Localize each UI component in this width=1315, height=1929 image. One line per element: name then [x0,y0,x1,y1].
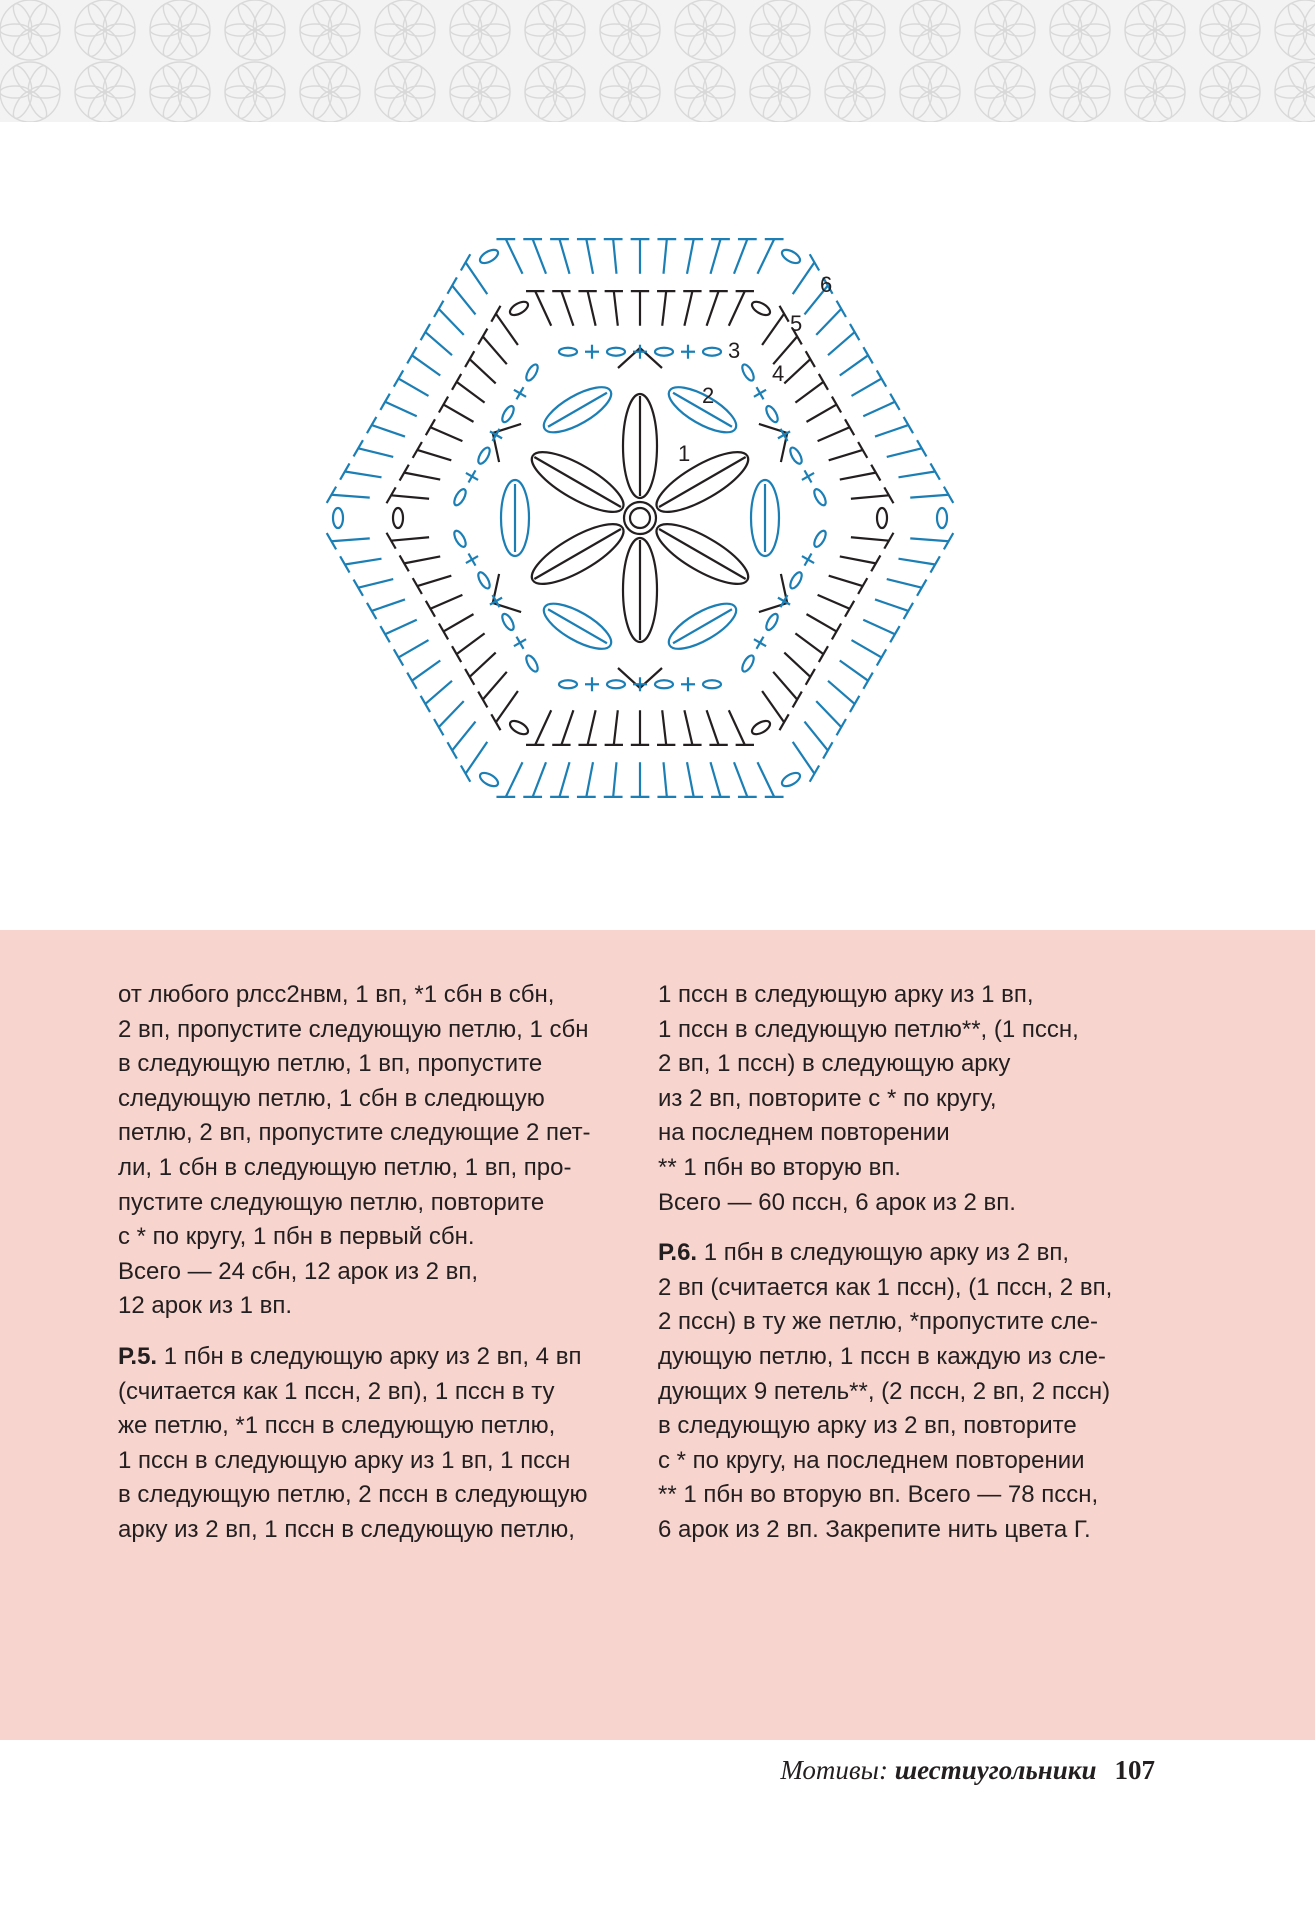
row6-stitch [452,722,475,751]
text-line: 6 арок из 2 вп. Закрепите нить цвета Г. [658,1515,1091,1543]
row5-stitch [851,537,889,540]
row4-chain [764,612,780,632]
row5-label: Р.5. [118,1342,158,1370]
row5-stitch-top [819,646,828,662]
row5-stitch [444,405,474,422]
row4-continuation-paragraph [118,978,638,1324]
row6-stitch [875,599,908,611]
row5-stitch [457,382,485,403]
row6-stitch-top [380,626,389,642]
text-line: ли, 1 сбн в следующую петлю, 1 вп, про- [118,1153,572,1181]
row4-sc [514,639,526,646]
row5-stitch-top [806,351,815,367]
row6-paragraph [658,1236,1178,1547]
row4-chain [655,680,673,688]
row-label-6: 6 [820,272,833,297]
row6-stitch [358,579,393,588]
row2-petal-vein [548,609,607,643]
row5-stitch [707,291,719,326]
row6-stitch [372,599,405,611]
row6-stitch-top [394,370,403,386]
row5-stitch [784,359,810,383]
row5-stitch-top [478,692,487,708]
row3-picot [493,424,521,462]
row5-stitch [483,336,507,364]
row5-stitch [851,495,889,498]
row5-stitch-top [845,601,854,617]
instructions-left-column [118,978,638,1564]
row6-stitch [613,762,616,797]
row5-stitch [729,710,745,745]
text-line: в следующую петлю, 1 вп, пропустите [118,1050,543,1078]
row5-corner-chain [750,718,772,737]
row6-stitch [586,762,593,797]
row6-corner-chain [937,508,947,528]
row5-stitch [457,633,485,654]
text-line [118,1340,638,1375]
row5-stitch [729,291,745,326]
row5-stitch-top [478,329,487,345]
row4-chain [607,348,625,356]
row6-stitch [734,762,747,797]
row-label-4: 4 [772,361,785,386]
row6-stitch [439,309,464,335]
text-line: Всего — 24 сбн, 12 арок из 2 вп, [118,1257,479,1285]
text-line: 2 вп, пропустите следующую петлю, 1 сбн [118,1015,589,1043]
row6-stitch-top [434,301,443,317]
row4-sc [802,556,814,563]
row6-stitch [331,495,369,498]
row5-stitch-top [832,397,841,413]
row4-chain [703,680,721,688]
row5-corner-chain [393,508,403,528]
row5-corner-chain [750,299,772,318]
row4-chain [559,348,577,356]
row6-stitch-top [863,673,872,689]
row6-stitch [331,538,369,541]
row6-stitch [758,762,775,797]
text-line: ** 1 пбн во вторую вп. [658,1153,901,1181]
row6-stitch-top [877,370,886,386]
row6-stitch [828,681,855,704]
row6-stitch-top [421,324,430,340]
row5-stitch [417,576,451,586]
text-line: петлю, 2 вп, пропустите следующие 2 пет- [118,1119,591,1147]
row4-sc [466,473,478,480]
row5-stitch [470,653,496,677]
row4-chain [452,487,468,507]
row4-chain [452,529,468,549]
row5-stitch [391,537,429,540]
row6-label: Р.6. [658,1239,698,1267]
row5-stitch [773,672,797,700]
text-line: в следующую арку из 2 вп, повторите [658,1412,1077,1440]
row5-stitch [684,291,692,326]
text-line: 1 пссн в следующую арку из 1 вп, 1 пссн [118,1446,571,1474]
row6-stitch [687,239,694,274]
row6-stitch-top [407,347,416,363]
row6-stitch [664,762,667,797]
row6-stitch [385,402,417,416]
text-line: (считается как 1 пссн, 2 вп), 1 пссн в ту [118,1377,555,1405]
row5-stitch [535,291,551,326]
row5-stitch-top [439,397,448,413]
row6-stitch [412,660,440,680]
row6-stitch [664,239,667,274]
row6-stitch [560,762,570,797]
row5-stitch [784,653,810,677]
row5-stitch [829,576,863,586]
row6-stitch [852,640,882,657]
row5-corner-chain [508,718,530,737]
center-ring [624,502,656,534]
row6-stitch [734,239,747,274]
row5-stitch [795,633,823,654]
row6-stitch [793,262,815,294]
row6-stitch [452,286,475,315]
page-number: 107 [1114,1755,1155,1785]
row5-stitch-top [819,374,828,390]
row5-stitch [470,359,496,383]
row6-stitch [887,579,922,588]
row4-chain [524,363,540,383]
row6-stitch-top [380,394,389,410]
row3-picot [759,574,787,612]
running-footer [780,1755,1155,1786]
row5-stitch [535,710,551,745]
text-line: арку из 2 вп, 1 пссн в следующую петлю, [118,1515,575,1543]
text-line: 2 пссн) в ту же петлю, *пропустите сле- [658,1308,1098,1336]
text-line: 2 вп, 1 пссн) в следующую арку [658,1050,1011,1078]
text-line [658,1236,1178,1271]
row5-stitch [561,291,573,326]
row5-paragraph [118,1340,638,1548]
row5-stitch [391,495,429,498]
row6-stitch-top [434,719,443,735]
row5-stitch [795,382,823,403]
row6-stitch [372,425,405,437]
row6-stitch-top [890,626,899,642]
row5-stitch [707,710,719,745]
row6-stitch [533,762,546,797]
row5-stitch [588,710,596,745]
text-line: же петлю, *1 пссн в следующую петлю, [118,1412,556,1440]
text-line: 12 арок из 1 вп. [118,1292,293,1320]
row6-stitch [816,309,841,335]
row4-chain [655,348,673,356]
text-line: на последнем повторении [658,1119,950,1147]
row6-stitch [899,559,936,565]
row5-stitch [840,556,876,563]
row6-stitch [816,701,841,727]
row5-stitch [444,614,474,631]
row6-first-line: 1 пбн в следующую арку из 2 вп, [697,1239,1070,1267]
row5-stitch-top [426,419,435,435]
row4-chain [607,680,625,688]
row5-stitch [807,614,837,631]
row6-stitch [506,762,523,797]
row6-stitch [466,742,488,774]
row2-petal-vein [548,393,607,427]
row5-continuation-paragraph [658,978,1178,1220]
row6-stitch [560,239,570,274]
row6-stitch [828,332,855,355]
footer-section: Мотивы: [780,1755,895,1785]
row5-stitch [818,427,850,441]
row5-stitch-top [845,419,854,435]
row6-stitch [711,239,721,274]
text-line: из 2 вп, повторите с * по кругу, [658,1084,997,1112]
row4-chain [788,571,804,591]
row6-stitch [345,472,382,478]
row6-stitch [425,332,452,355]
row5-stitch [762,314,784,345]
row6-stitch [687,762,694,797]
row4-chain [812,487,828,507]
text-line: дующих 9 петель**, (2 пссн, 2 вп, 2 пссн) [658,1377,1111,1405]
row4-sc [754,639,766,646]
row4-chain [740,363,756,383]
row4-chain [476,446,492,466]
row6-stitch [840,355,868,375]
text-line: 1 пссн в следующую петлю**, (1 пссн, [658,1015,1079,1043]
row-label-1: 1 [678,441,691,466]
text-line: с * по кругу, 1 пбн в первый сбн. [118,1223,475,1251]
row6-corner-chain [478,247,500,266]
row3-picot [759,424,787,462]
row5-stitch [430,427,462,441]
row5-stitch [496,314,518,345]
row6-stitch [358,448,393,457]
row5-stitch [662,291,666,326]
row5-stitch-top [806,669,815,685]
row6-stitch [758,239,775,274]
row5-stitch-top [465,669,474,685]
row6-stitch-top [850,324,859,340]
row4-chain [500,612,516,632]
row6-corner-chain [333,508,343,528]
row6-stitch [793,742,815,774]
row5-stitch [614,710,618,745]
row4-chain [500,404,516,424]
row6-stitch-top [863,347,872,363]
row4-chain [476,571,492,591]
text-line: с * по кругу, на последнем повторении [658,1446,1085,1474]
row5-stitch-top [832,624,841,640]
row4-chain [703,348,721,356]
row5-stitch [417,450,451,460]
row5-stitch [840,473,876,480]
text-line: от любого рлсс2нвм, 1 вп, *1 сбн в сбн, [118,981,555,1008]
row6-stitch [439,701,464,727]
row6-stitch [899,472,936,478]
row6-stitch [399,379,429,396]
text-line: Всего — 60 пссн, 6 арок из 2 вп. [658,1188,1016,1216]
row5-stitch-top [793,692,802,708]
row4-chain [524,654,540,674]
row4-sc [802,473,814,480]
row4-chain [559,680,577,688]
row6-stitch [466,262,488,294]
row6-corner-chain [780,247,802,266]
row6-stitch-top [407,673,416,689]
row5-stitch-top [465,351,474,367]
row6-stitch [586,239,593,274]
footer-topic: шестиугольники [894,1755,1097,1785]
row6-stitch [840,660,868,680]
row4-sc [466,556,478,563]
row5-stitch [829,450,863,460]
row2-petal-vein [673,609,732,643]
row6-corner-chain [780,770,802,789]
row6-stitch [887,448,922,457]
row6-stitch-top [421,696,430,712]
row5-first-line: 1 пбн в следующую арку из 2 вп, 4 вп [157,1342,582,1370]
row6-stitch [399,640,429,657]
row6-stitch [345,559,382,565]
row6-stitch [910,495,948,498]
text-line: дующую петлю, 1 пссн в каждую из сле- [658,1342,1106,1370]
row6-stitch [425,681,452,704]
text-line: ** 1 пбн во вторую вп. Всего — 78 пссн, [658,1481,1099,1509]
row5-corner-chain [508,299,530,318]
row5-stitch-top [439,624,448,640]
row6-stitch [805,722,828,751]
row5-stitch [588,291,596,326]
row5-stitch-top [452,374,461,390]
row5-stitch [818,595,850,609]
row6-corner-chain [478,770,500,789]
row5-stitch [684,710,692,745]
row4-sc [514,390,526,397]
row6-stitch-top [850,696,859,712]
instructions-right-column [658,978,1178,1564]
row6-stitch-top [890,394,899,410]
row6-stitch [852,379,882,396]
center-ring-inner [630,508,650,528]
text-line: 2 вп (считается как 1 пссн), (1 пссн, 2 вп, [658,1273,1113,1301]
row-label-3: 3 [728,338,741,363]
row5-stitch [561,710,573,745]
row3-picot [493,574,521,612]
row6-stitch [875,425,908,437]
row6-stitch [613,239,616,274]
row4-chain [740,654,756,674]
row-label-2: 2 [702,383,715,408]
row4-chain [764,404,780,424]
row5-stitch [662,710,666,745]
crochet-chart-hexagon [240,168,1040,868]
row6-stitch [506,239,523,274]
row5-stitch [762,691,784,722]
row6-stitch-top [837,719,846,735]
row5-stitch-top [452,646,461,662]
lace-pattern-decoration [0,0,1315,122]
text-line: следующую петлю, 1 сбн в следющую [118,1084,545,1112]
row5-stitch-top [426,601,435,617]
row6-stitch [412,355,440,375]
row5-stitch [807,405,837,422]
row6-stitch-top [837,301,846,317]
row4-chain [788,446,804,466]
text-line: в следующую петлю, 2 пссн в следующую [118,1481,588,1509]
row6-stitch [711,762,721,797]
row6-stitch [863,402,895,416]
text-line: 1 пссн в следующую арку из 1 вп, [658,981,1034,1008]
row5-stitch [404,556,440,563]
text-line: пустите следующую петлю, повторите [118,1188,545,1216]
row6-stitch [910,538,948,541]
row4-sc [754,390,766,397]
row-label-5: 5 [790,311,803,336]
row6-stitch [385,620,417,634]
row5-stitch [496,691,518,722]
row6-stitch-top [877,649,886,665]
row6-stitch [863,620,895,634]
instructions-panel [0,930,1315,1740]
decorative-header-band [0,0,1315,122]
row5-stitch [614,291,618,326]
row5-stitch [430,595,462,609]
row5-stitch [404,473,440,480]
row5-stitch [483,672,507,700]
row4-chain [812,529,828,549]
row6-stitch [533,239,546,274]
row6-stitch-top [394,649,403,665]
row5-corner-chain [877,508,887,528]
